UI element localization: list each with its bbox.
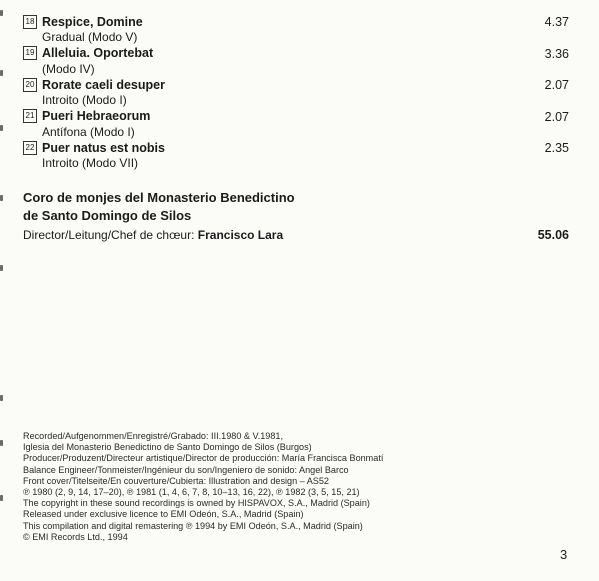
track-item	[23, 13, 569, 45]
track-item	[23, 76, 569, 108]
track-number: 22	[23, 141, 37, 155]
track-duration: 3.36	[544, 46, 569, 61]
track-title: Pueri Hebraeorum	[42, 109, 151, 123]
track-subtitle: Introito (Modo VII)	[42, 156, 139, 170]
track-title: Rorate caeli desuper	[42, 77, 165, 92]
track-item	[23, 45, 569, 77]
track-item	[23, 139, 569, 171]
track-number: 21	[23, 109, 37, 123]
track-duration: 2.35	[544, 141, 569, 155]
track-title: Puer natus est nobis	[42, 140, 165, 155]
credit-line: Released under exclusive licence to EMI Odeón, S.A., Madrid (Spain)	[23, 509, 304, 520]
track-item	[23, 108, 569, 140]
director-name: Francisco Lara	[197, 228, 284, 242]
track-subtitle: Gradual (Modo V)	[42, 30, 138, 44]
credit-line: Producer/Produzent/Directeur artistique/Director de producción: María Francisca Bonmatí	[23, 453, 384, 464]
track-duration: 4.37	[544, 15, 569, 29]
track-subtitle: (Modo IV)	[42, 61, 95, 76]
choir-name-line-2: de Santo Domingo de Silos	[23, 208, 192, 223]
performer-block	[23, 189, 569, 243]
track-title: Respice, Domine	[42, 14, 143, 29]
track-number: 19	[23, 46, 37, 60]
track-number: 20	[23, 78, 37, 92]
page-number: 3	[560, 547, 568, 562]
director-label: Director/Leitung/Chef de chœur:	[23, 228, 195, 242]
credit-line: Iglesia del Monasterio Benedictino de Santo Domingo de Silos (Burgos)	[23, 442, 312, 453]
track-number: 18	[23, 15, 37, 29]
credit-line: Recorded/Aufgenommen/Enregistré/Grabado: III.1980 & V.1981,	[23, 431, 284, 441]
total-duration: 55.06	[537, 228, 569, 242]
track-title: Alleluia. Oportebat	[42, 46, 154, 60]
credits-block	[23, 431, 563, 543]
track-duration: 2.07	[544, 109, 569, 124]
director-row	[23, 227, 569, 243]
track-subtitle: Introito (Modo I)	[42, 93, 127, 107]
track-duration: 2.07	[544, 78, 569, 92]
track-list	[23, 13, 569, 171]
credit-line: This compilation and digital remastering ℗ 1994 by EMI Odeón, S.A., Madrid (Spain)	[23, 520, 363, 531]
track-subtitle: Antífona (Modo I)	[42, 124, 135, 139]
credit-line: © EMI Records Ltd., 1994	[23, 531, 128, 542]
credit-line: The copyright in these sound recordings is owned by HISPAVOX, S.A., Madrid (Spain)	[23, 498, 370, 509]
booklet-spine-edge	[0, 0, 8, 581]
credit-line: Balance Engineer/Tonmeister/Ingénieur du son/Ingeniero de sonido: Angel Barco	[23, 464, 349, 475]
credit-line: Front cover/Titelseite/En couverture/Cubierta: Illustration and design – AS52	[23, 475, 329, 486]
credit-line: ℗ 1980 (2, 9, 14, 17–20), ℗ 1981 (1, 4, 6, 7, 8, 10–13, 16, 22), ℗ 1982 (3, 5, 15, 21)	[23, 487, 360, 498]
choir-name-line-1: Coro de monjes del Monasterio Benedictino	[23, 190, 295, 205]
